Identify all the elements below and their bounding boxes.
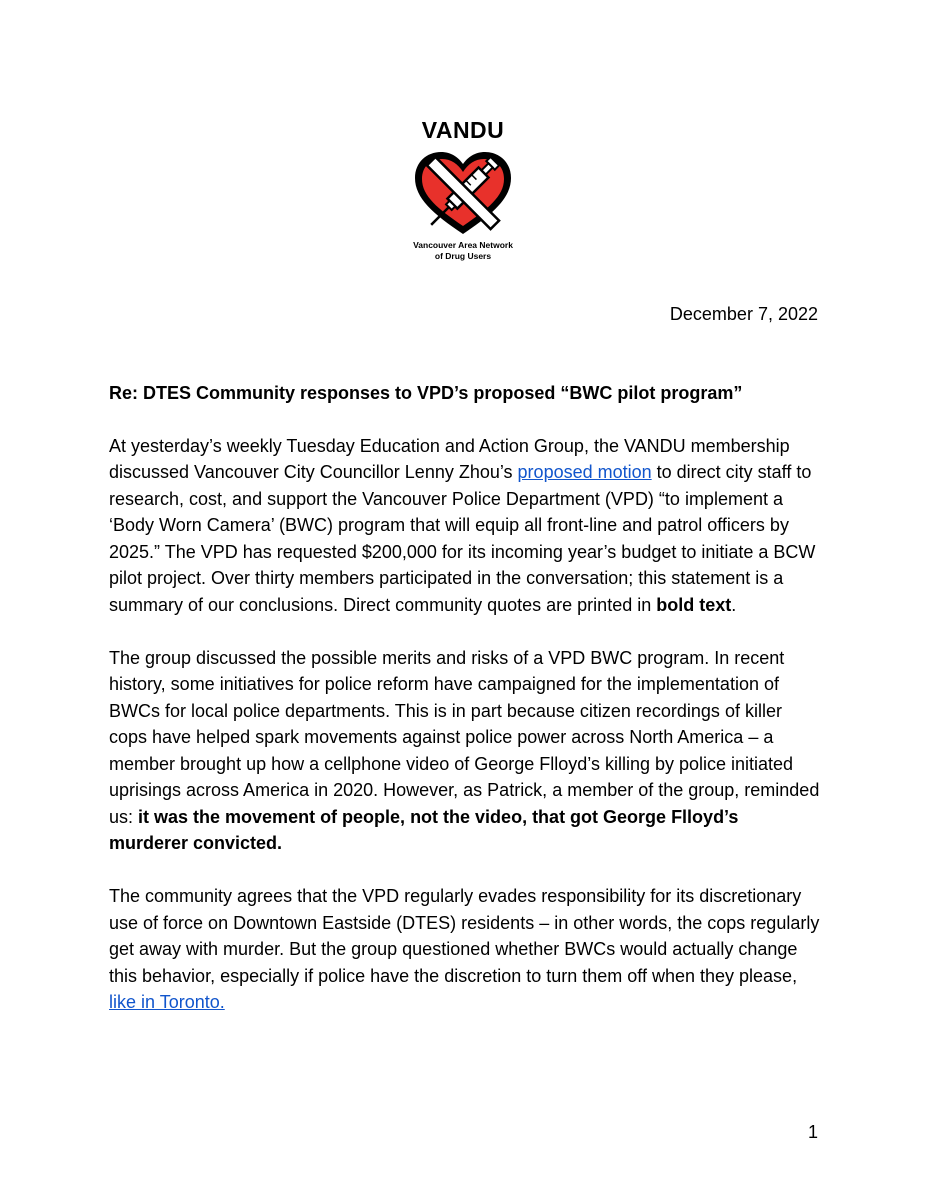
logo-caption-line1: Vancouver Area Network [413,240,513,250]
paragraph-1-text-a: At yesterday’s weekly Tuesday Education and Action Group, the VANDU membership discussed Vancouver City Councillor Lenny Zhou’s [109,435,790,482]
toronto-link[interactable]: like in Toronto. [109,992,225,1012]
proposed-motion-link[interactable]: proposed motion [517,462,652,482]
document-date: December 7, 2022 [669,304,818,324]
logo-caption-line2: of Drug Users [434,251,492,261]
paragraph-3 [109,883,821,1016]
paragraph-1-text-b: to direct city staff to research, cost, and support the Vancouver Police Department (VPD) “to implement a ‘Body Worn Camera’ (BWC) program that will equip all front-line and patrol officers by 2025.” The VPD has requested $200,000 for its incoming year’s budget to initiate a BCW pilot project. Over thirty members participated in the conversation; this statement is a summary of our conclusions. Direct community quotes are printed in [109,462,816,615]
vandu-logo [395,116,531,268]
paragraph-2-quote: it was the movement of people, not the video, that got George Flloyd’s murderer convicted. [109,806,739,853]
paragraph-1 [109,433,821,619]
paragraph-1-bold-text: bold text [656,594,732,615]
page-number: 1 [807,1122,818,1142]
paragraph-2-text: The group discussed the possible merits and risks of a VPD BWC program. In recent history, some initiatives for police reform have campaigned for the implementation of BWCs for local police departments. This is in part because citizen recordings of killer cops have helped spark movements against police power across North America – a member brought up how a cellphone video of George Flloyd’s killing by police initiated uprisings across America in 2020. However, as Patrick, a member of the group, reminded us: [109,647,820,827]
paragraph-1-text-c: . [731,594,737,615]
heart-syringe-logo-icon [413,146,513,240]
subject-line: Re: DTES Community responses to VPD’s proposed “BWC pilot program” [109,383,743,403]
paragraph-2 [109,645,821,857]
paragraph-3-text: The community agrees that the VPD regularly evades responsibility for its discretionary use of force on Downtown Eastside (DTES) residents – in other words, the cops regularly get away with murder. But the group questioned whether BWCs would actually change this behavior, especially if police have the discretion to turn them off when they please, [109,886,820,986]
logo-title: VANDU [421,117,505,143]
letter-body [109,380,821,1042]
